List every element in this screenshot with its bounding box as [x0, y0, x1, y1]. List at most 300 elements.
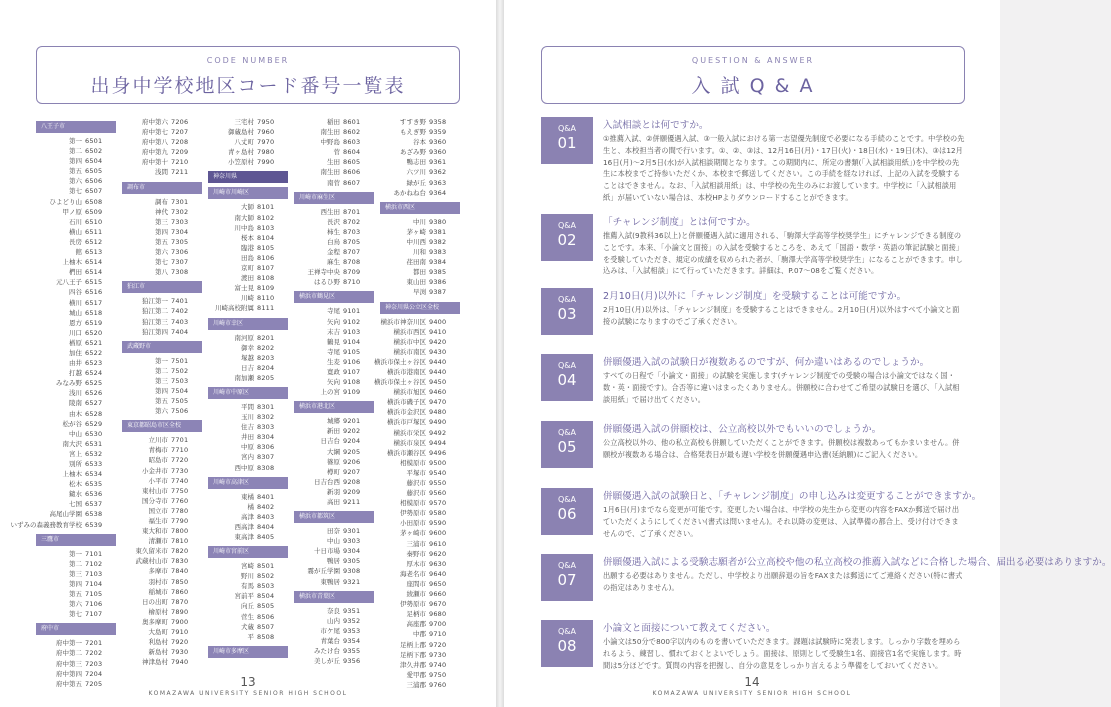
school-code: 9670 [429, 600, 447, 609]
school-code-row [208, 632, 288, 642]
school-code: 8402 [257, 502, 275, 511]
school-name: 府中第一 [56, 639, 82, 648]
school-name: 府中第四 [56, 669, 82, 678]
school-code-row [380, 188, 460, 198]
school-code-row [294, 367, 374, 377]
school-code-row [380, 589, 460, 599]
school-name: 市ケ尾 [320, 626, 340, 635]
qa-question: 併願優遇入試の試験日が複数あるのですが、何か違いはあるのでしょうか。 [603, 357, 930, 368]
school-code: 8504 [257, 592, 275, 601]
school-code-row [208, 492, 288, 502]
page-footer [0, 675, 496, 697]
school-code-row [380, 137, 460, 147]
book-gutter [496, 0, 504, 707]
school-name: 鶴見 [327, 337, 340, 346]
school-code-row [294, 207, 374, 217]
school-code: 9105 [343, 347, 361, 356]
school-code: 9353 [343, 626, 361, 635]
school-code: 7307 [171, 258, 189, 267]
school-name: 南菅 [327, 178, 340, 187]
qa-badge [541, 288, 593, 335]
school-name: 南大師 [234, 213, 254, 222]
school-name: 宮上 [69, 449, 82, 458]
school-code: 9540 [429, 468, 447, 477]
school-code: 6524 [85, 369, 103, 378]
school-name: 第六 [155, 407, 168, 416]
school-name: 菅生 [241, 612, 254, 621]
school-code: 6510 [85, 217, 103, 226]
school-code: 9400 [429, 317, 447, 326]
school-name: 東山田 [406, 278, 426, 287]
district-header: 三鷹市 [36, 534, 116, 546]
school-name: 横川 [69, 298, 82, 307]
school-code: 7503 [171, 376, 189, 385]
school-code-row [380, 147, 460, 157]
school-code: 7800 [171, 527, 189, 536]
school-code-row [294, 606, 374, 616]
school-name: みなみ野 [56, 379, 82, 388]
school-code: 8203 [257, 353, 275, 362]
school-name: 末吉 [327, 327, 340, 336]
school-code: 7960 [257, 128, 275, 137]
school-code-row [294, 497, 374, 507]
school-code-row [36, 277, 116, 287]
school-code: 7502 [171, 366, 189, 375]
school-code: 7820 [171, 547, 189, 556]
school-code-row [36, 459, 116, 469]
school-code: 8404 [257, 522, 275, 531]
qa-badge [541, 421, 593, 468]
page-title: 出身中学校地区コード番号一覧表 [90, 75, 406, 97]
school-code-row [208, 213, 288, 223]
school-name: 日吉台西 [314, 477, 340, 486]
school-code-row [294, 267, 374, 277]
school-code-row [380, 508, 460, 518]
school-code-row [36, 609, 116, 619]
district-header: 川崎市多摩区 [208, 646, 288, 658]
school-code: 9496 [429, 448, 447, 457]
school-name: 茅ヶ崎市 [400, 529, 426, 538]
school-code: 8308 [257, 463, 275, 472]
district-header: 八王子市 [36, 121, 116, 133]
school-name: 篠原 [327, 457, 340, 466]
school-name: 富士見 [234, 284, 254, 293]
school-name: 海老名市 [400, 569, 426, 578]
school-code: 7890 [171, 607, 189, 616]
school-code-row [294, 178, 374, 188]
school-code-row [294, 457, 374, 467]
school-code: 9383 [429, 248, 447, 257]
school-name: 座間市 [406, 579, 426, 588]
school-code: 7980 [257, 148, 275, 157]
school-name: 菅 [333, 148, 340, 157]
school-name: 第五 [69, 590, 82, 599]
school-code: 9356 [343, 657, 361, 666]
school-code-row [294, 257, 374, 267]
school-code: 6518 [85, 308, 103, 317]
school-name: 青ヶ島村 [228, 148, 254, 157]
school-name: 大綱 [327, 447, 340, 456]
school-name: 第七 [69, 610, 82, 619]
school-name: 早渕 [413, 288, 426, 297]
school-name: 第七 [69, 187, 82, 196]
qa-answer: すべての日程で「小論文・面接」の試験を実施します(チャレンジ制度での受験の場合は小論文ではなく国・数・英・面接です)。合否等に違いはまったくありません。併願校に合わせてご希望の試験日を選び、「入試相談用紙」で届け出てください。 [603, 371, 960, 404]
school-code: 8702 [343, 217, 361, 226]
school-code-row [380, 498, 460, 508]
school-code: 9364 [429, 188, 447, 197]
district-header: 川崎市麻生区 [294, 192, 374, 204]
district-header: 神奈川県 [208, 171, 288, 183]
code-column [122, 117, 202, 667]
school-code-row [208, 442, 288, 452]
school-code: 9109 [343, 388, 361, 397]
school-code: 8601 [343, 118, 361, 126]
school-name: 東高津 [234, 533, 254, 541]
left-page [0, 0, 496, 707]
school-code: 9301 [343, 527, 361, 536]
school-name: 東村山市 [142, 486, 168, 495]
school-code-row [380, 660, 460, 670]
school-name-footer: KOMAZAWA UNIVERSITY SENIOR HIGH SCHOOL [148, 690, 348, 697]
school-name: あかねね台 [393, 188, 426, 197]
school-name: 中山 [327, 537, 340, 546]
school-name: 野川 [241, 572, 254, 581]
school-code-row [380, 217, 460, 227]
school-name: 加住 [69, 348, 82, 357]
school-code: 8405 [257, 533, 275, 541]
school-code: 9359 [429, 128, 447, 137]
school-name: 第七 [155, 258, 168, 267]
school-code: 7403 [171, 317, 189, 326]
school-code: 8703 [343, 227, 361, 236]
school-code-row [294, 337, 374, 347]
school-code: 7303 [171, 217, 189, 226]
school-name: 新羽 [327, 487, 340, 496]
school-name: 向丘 [241, 602, 254, 611]
school-name: 足柄上郡 [400, 640, 426, 649]
qa-badge [541, 488, 593, 535]
school-code-row [36, 398, 116, 408]
school-name: 立川市 [148, 436, 168, 445]
school-code-row [36, 638, 116, 648]
school-name: 別所 [69, 460, 82, 468]
school-code-row [294, 347, 374, 357]
school-name: 東大和市 [142, 527, 168, 536]
school-code: 7203 [85, 659, 103, 668]
qa-answer: 1月6日(月)までなら変更が可能です。変更したい場合は、中学校の先生から変更の内容をFAXか郵送で届け出ていただくようにしてください(書式は問いません)。それ以降の変更は、入試準備の都合上、受け付けできませんので、ご了承ください。 [603, 505, 960, 538]
school-code-row [10, 520, 116, 530]
school-code-row [208, 502, 288, 512]
school-code-row [122, 137, 202, 147]
school-name: 東鴨居 [320, 577, 340, 586]
district-header: 横浜市青葉区 [294, 591, 374, 603]
school-name: 横浜市南区 [393, 347, 426, 356]
school-code-row [36, 207, 116, 217]
school-code-row [294, 357, 374, 367]
school-name: 新田 [327, 427, 340, 436]
school-name: 西中原 [234, 463, 254, 472]
school-name: 足柄下郡 [400, 650, 426, 659]
school-code-row [122, 257, 202, 267]
school-code-row [36, 237, 116, 247]
school-code-row [36, 469, 116, 479]
school-code-row [208, 343, 288, 353]
school-name: 樽町 [327, 467, 340, 476]
school-code-row [122, 167, 202, 177]
school-name: 平塚市 [406, 468, 426, 477]
school-code-row [294, 117, 374, 127]
school-code-row [208, 233, 288, 243]
school-code-row [208, 137, 288, 147]
school-code-row [122, 237, 202, 247]
school-code: 7900 [171, 617, 189, 626]
school-name: 高田 [327, 498, 340, 506]
school-code-row [208, 512, 288, 522]
school-code-row [122, 496, 202, 506]
school-name: 小笠原村 [228, 158, 254, 167]
school-name: 府中第八 [142, 138, 168, 147]
school-code: 8304 [257, 433, 275, 442]
qa-question: 小論文と面接について教えてください。 [603, 623, 776, 634]
school-code-row [380, 347, 460, 357]
school-name: 三浦市 [406, 539, 426, 548]
school-code: 6511 [85, 227, 103, 236]
school-code-row [122, 207, 202, 217]
school-code-row [122, 396, 202, 406]
school-code-row [294, 157, 374, 167]
school-name: 横浜市保土ヶ谷区 [374, 378, 426, 387]
school-code-row [36, 217, 116, 227]
school-name: 府中第九 [142, 148, 168, 157]
school-code: 7780 [171, 506, 189, 515]
school-name: 第五 [69, 167, 82, 176]
school-code: 9380 [429, 217, 447, 226]
school-code: 7910 [171, 628, 189, 637]
school-code: 6504 [85, 157, 103, 166]
school-code-row [380, 247, 460, 257]
school-code: 9303 [343, 537, 361, 546]
school-name: 狛江第二 [142, 307, 168, 316]
qa-answer: ①推薦入試、②併願優遇入試、③一般入試における第一志望優先制度で必要になる手続のことです。中学校の先生と、本校担当者の間で行います。①、②、③は、12月16日(月)・17日(火)・18日(水)・19日(木)、③は12月16日(月)～2月5日(水)が入試相談期間となります。この期間内に、所定の書類(「入試相談用紙」)を中学校の先生に本校までご持参いただくか、本校まで郵送してください。この手続を経なければ、上記の入試を受験することはできません。なお、「入試相談用紙」は、中学校の先生のみにお渡しています。中学校に「入試相談用紙」が届いていない場合は、本校HPよりダウンロードすることができます。 [603, 134, 965, 202]
school-name: 第六 [155, 248, 168, 257]
school-code-row [294, 436, 374, 446]
school-code-row [122, 607, 202, 617]
school-name: みたけ台 [314, 647, 340, 656]
school-code: 8603 [343, 138, 361, 147]
school-name: 中原 [241, 443, 254, 452]
school-code-row [294, 536, 374, 546]
school-name: 宮崎 [241, 562, 254, 571]
school-code: 8708 [343, 258, 361, 267]
school-code-row [36, 569, 116, 579]
qa-badge-label: Q&A [557, 295, 576, 304]
school-name: 藤沢市 [406, 479, 426, 487]
school-name: 高尾山学園 [49, 510, 82, 519]
school-code-row [208, 263, 288, 273]
school-code-row [36, 267, 116, 277]
school-name: 山内 [327, 616, 340, 625]
school-name: 東橘 [241, 492, 254, 501]
school-code-row [294, 387, 374, 397]
school-code: 6517 [85, 298, 103, 307]
school-name: 第五 [155, 397, 168, 406]
school-code-row [122, 366, 202, 376]
school-code-row [122, 227, 202, 237]
school-name: 矢向 [327, 317, 340, 326]
school-name: 恩方 [69, 318, 82, 327]
school-name: 上柚木 [62, 258, 82, 267]
school-code: 6505 [85, 167, 103, 176]
school-code-row [380, 619, 460, 629]
school-name: 都田 [413, 268, 426, 277]
school-code-row [294, 247, 374, 257]
school-code-row [122, 217, 202, 227]
qa-badge-number: 06 [557, 505, 577, 523]
qa-badge-label: Q&A [557, 361, 576, 370]
school-code-row [208, 402, 288, 412]
school-name: 寺尾 [327, 347, 340, 356]
school-code: 9104 [343, 337, 361, 346]
school-name: 犬蔵 [241, 622, 254, 631]
school-code-row [380, 397, 460, 407]
school-name: 清瀬市 [148, 537, 168, 546]
school-code: 9710 [429, 630, 447, 639]
school-code: 9500 [429, 458, 447, 467]
school-code-row [380, 367, 460, 377]
school-name: 第四 [155, 227, 168, 236]
school-code: 8306 [257, 443, 275, 452]
school-name: 檜原村 [148, 607, 168, 616]
school-code-row [208, 522, 288, 532]
school-code-row [294, 616, 374, 626]
school-code-row [122, 445, 202, 455]
school-code-row [294, 577, 374, 587]
school-name: 中郡 [413, 630, 426, 639]
district-header: 狛江市 [122, 281, 202, 293]
school-code-row [380, 257, 460, 267]
school-name: 大島町 [148, 628, 168, 637]
school-code: 9640 [429, 569, 447, 578]
school-code: 9360 [429, 148, 447, 157]
school-name: 十日市場 [314, 547, 340, 556]
school-code-row [380, 178, 460, 188]
school-code: 8103 [257, 223, 275, 232]
school-code-row [36, 338, 116, 348]
school-code-row [122, 147, 202, 157]
school-code: 7850 [171, 577, 189, 586]
page-footer [504, 675, 1000, 697]
school-code-row [380, 267, 460, 277]
school-name: 長沢 [327, 217, 340, 226]
school-code: 7103 [85, 569, 103, 578]
school-code-row [36, 559, 116, 569]
school-name: 横浜市保土ヶ谷区 [374, 357, 426, 366]
qa-badge-label: Q&A [557, 428, 576, 437]
school-code-row [208, 591, 288, 601]
school-code: 7302 [171, 207, 189, 216]
school-code: 8107 [257, 264, 275, 273]
school-name: 元八王子 [56, 278, 82, 287]
school-code-row [294, 147, 374, 157]
school-name: 羽村市 [148, 577, 168, 586]
school-name: 橘 [247, 502, 254, 511]
school-code: 9620 [429, 549, 447, 558]
school-code-row [380, 438, 460, 448]
school-code: 7210 [171, 158, 189, 167]
school-name: 第三 [69, 569, 82, 578]
school-code: 7840 [171, 567, 189, 576]
school-code-row [380, 478, 460, 488]
school-code: 7504 [171, 386, 189, 395]
school-code: 7860 [171, 587, 189, 596]
school-code-row [380, 277, 460, 287]
school-name: 相模原市 [400, 499, 426, 508]
school-name: 第六 [69, 600, 82, 609]
school-name: 第二 [69, 147, 82, 156]
school-code-row [208, 293, 288, 303]
school-code-row [294, 487, 374, 497]
school-name: 綾瀬市 [406, 590, 426, 599]
school-code: 9387 [429, 288, 447, 297]
school-code-row [294, 127, 374, 137]
school-code-row [122, 386, 202, 396]
school-code: 7304 [171, 227, 189, 236]
school-code: 9730 [429, 650, 447, 659]
school-name: 京町 [241, 264, 254, 273]
school-code: 9680 [429, 610, 447, 619]
school-name: 国分寺市 [142, 496, 168, 505]
school-name: 柿生 [327, 227, 340, 236]
school-code-row [122, 476, 202, 486]
school-code-row [208, 147, 288, 157]
district-header: 横浜市港北区 [294, 401, 374, 413]
school-name: 椚田 [69, 268, 82, 277]
school-name: 伊勢原市 [400, 600, 426, 609]
school-code: 9460 [429, 388, 447, 397]
school-code: 9204 [343, 437, 361, 446]
school-code: 7102 [85, 559, 103, 568]
school-code: 6514 [85, 258, 103, 267]
school-code-row [122, 455, 202, 465]
school-name: 松が谷 [62, 419, 82, 428]
school-name: 川和 [413, 248, 426, 257]
school-name: 中川 [413, 217, 426, 226]
school-name: 狛江第三 [142, 317, 168, 326]
school-name: 石川 [69, 217, 82, 226]
school-code: 9355 [343, 647, 361, 656]
school-code: 6520 [85, 328, 103, 337]
qa-question: 併願優遇入試による受験志願者が公立高校や他の私立高校の推薦入試などに合格した場合、届出る必要はありますか。 [603, 557, 1111, 568]
school-code-row [208, 412, 288, 422]
school-name: 王禅寺中央 [307, 268, 340, 277]
school-name: 由井 [69, 359, 82, 368]
district-header: 川崎市宮前区 [208, 546, 288, 558]
school-code: 8501 [257, 562, 275, 571]
school-code: 9600 [429, 529, 447, 538]
school-code-row [36, 308, 116, 318]
school-code: 9385 [429, 268, 447, 277]
school-code: 6516 [85, 288, 103, 297]
school-code: 9102 [343, 317, 361, 326]
right-page [504, 0, 1111, 707]
school-code-row [36, 599, 116, 609]
school-name: 川中島 [234, 223, 254, 232]
school-name: ひよどり山 [49, 197, 82, 206]
district-header: 川崎市中原区 [208, 387, 288, 399]
school-name: 厚木市 [406, 559, 426, 568]
school-code: 9382 [429, 237, 447, 246]
school-name: 調布 [155, 197, 168, 206]
